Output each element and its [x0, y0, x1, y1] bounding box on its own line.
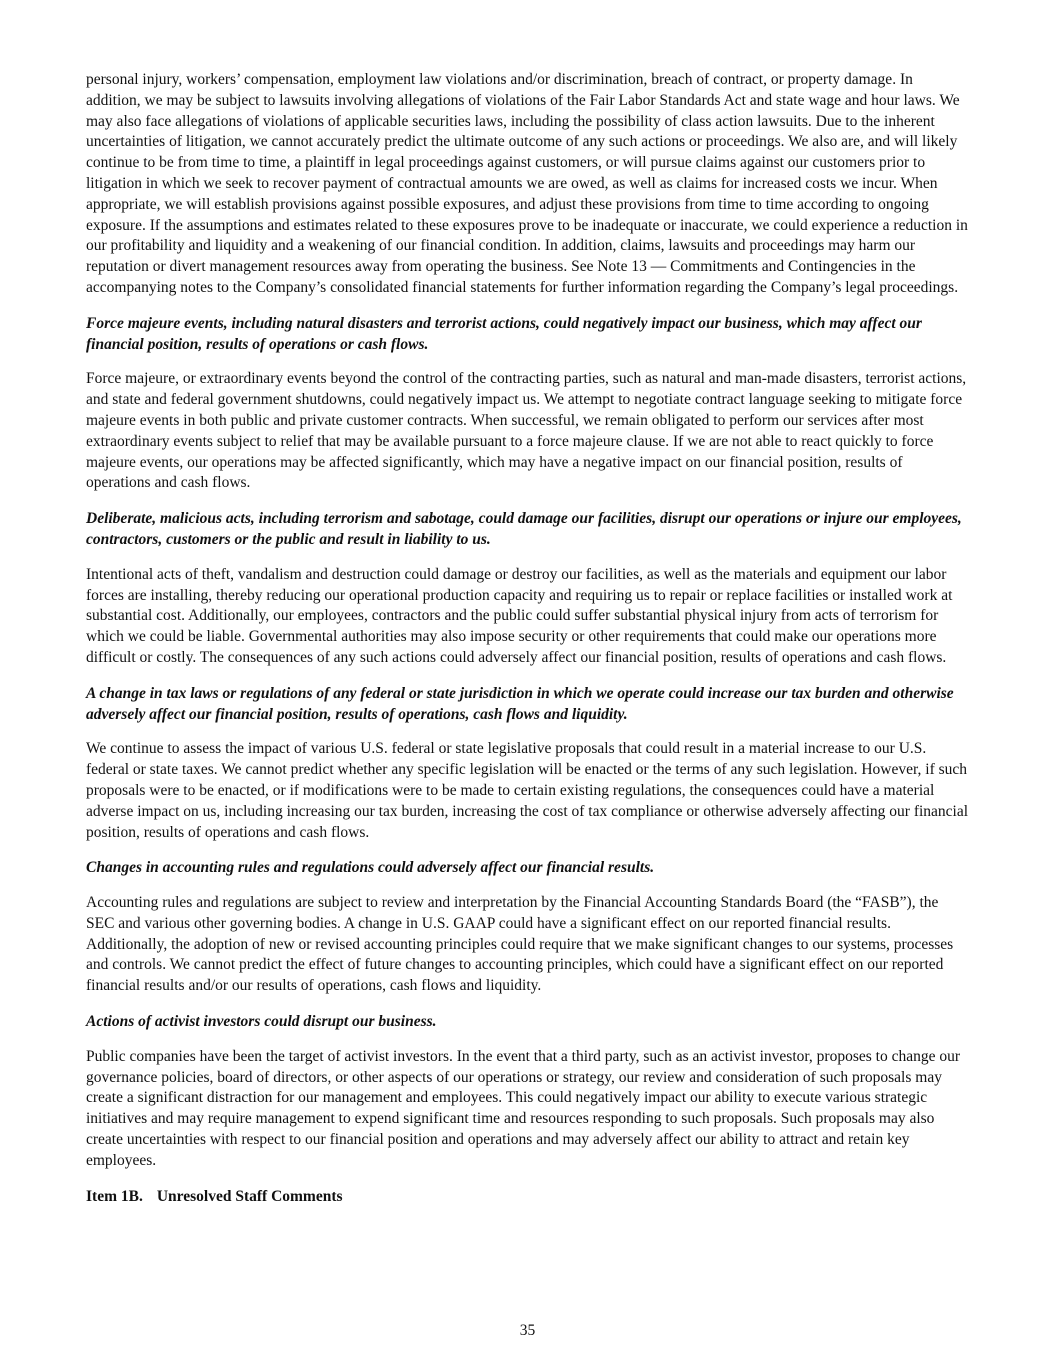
paragraph-accounting-rules: Accounting rules and regulations are subject to review and interpretation by the Financial Accounting Standards Board (the “FASB”), the SEC and various other governing bodies. A change in U.S. GAAP could have a significant effect on our reported financial results. Additionally, the adoption of new or revised accounting principles could require that we make significant changes to our systems, processes and controls. We cannot predict the effect of future changes to accounting principles, which could have a significant effect on our reported financial results and/or our results of operations, cash flows and liquidity. — [86, 894, 954, 995]
item-number: Item 1B. — [86, 1187, 143, 1205]
document-page — [86, 70, 970, 1207]
paragraph-legal-proceedings: personal injury, workers’ compensation, employment law violations and/or discrimination, breach of contract, or property damage. In addition, we may be subject to lawsuits involving allegations of violations of the Fair Labor Standards Act and state wage and hour laws. We may also face allegations of violations of applicable securities laws, including the possibility of class action lawsuits. Due to the inherent uncertainties of litigation, we cannot accurately predict the ultimate outcome of any such actions or proceedings. We also are, and will likely continue to be from time to time, a plaintiff in legal proceedings against customers, or will pursue claims against our customers prior to litigation in which we seek to recover payment of contractual amounts we are owed, as well as claims for increased costs we incur. When appropriate, we will establish provisions against possible exposures, and adjust these provisions from time to time according to ongoing exposure. If the assumptions and estimates related to these exposures prove to be inadequate or inaccurate, we could experience a reduction in our profitability and liquidity and a weakening of our financial condition. In addition, claims, lawsuits and proceedings may harm our reputation or divert management resources away from operating the business. See Note 13 — Commitments and Contingencies in the accompanying notes to the Company’s consolidated financial statements for further information regarding the Company’s legal proceedings. — [86, 71, 968, 296]
item-title: Unresolved Staff Comments — [156, 1187, 343, 1205]
paragraph-malicious-acts: Intentional acts of theft, vandalism and destruction could damage or destroy our facilities, as well as the materials and equipment our labor forces are installing, thereby reducing our operational production capacity and requiring us to repair or replace facilities or installed work at substantial cost. Additionally, our employees, contractors and the public could suffer substantial physical injury from acts of terrorism for which we could be liable. Governmental authorities may also impose security or other requirements that could make our operations more difficult or costly. The consequences of any such actions could adversely affect our financial position, results of operations and cash flows. — [86, 565, 953, 666]
heading-accounting-rules: Changes in accounting rules and regulations could adversely affect our financial results. — [86, 859, 655, 877]
heading-tax-laws: A change in tax laws or regulations of any federal or state jurisdiction in which we operate could increase our tax burden and otherwise adversely affect our financial position, results of operations, cash flows and liquidity. — [86, 684, 954, 723]
heading-malicious-acts: Deliberate, malicious acts, including terrorism and sabotage, could damage our facilities, disrupt our operations or injure our employees, contractors, customers or the public and result in liability to us. — [86, 510, 962, 548]
paragraph-activist-investors: Public companies have been the target of activist investors. In the event that a third party, such as an activist investor, proposes to change our governance policies, board of directors, or other aspects of our operations or strategy, our review and consideration of such proposals may create a significant distraction for our management and employees. This could negatively impact our ability to execute various strategic initiatives and may require management to expend significant time and resources responding to such proposals. Such proposals may also create uncertainties with respect to our financial position and operations and may adversely affect our ability to attract and retain key employees. — [86, 1047, 961, 1169]
page-number: 35 — [519, 1322, 536, 1339]
item-heading — [86, 1187, 970, 1208]
paragraph-force-majeure: Force majeure, or extraordinary events beyond the control of the contracting parties, such as natural and man-made disasters, terrorist actions, and state and federal government shutdowns, could negatively impact us. We attempt to negotiate contract language seeking to mitigate force majeure events in both public and private customer contracts. When successful, we remain obligated to perform our services after most extraordinary events subject to relief that may be available pursuant to a force majeure clause. If we are not able to react quickly to force majeure events, our operations may be affected significantly, which may have a negative impact on our financial position, results of operations and cash flows. — [86, 370, 967, 492]
paragraph-tax-laws: We continue to assess the impact of various U.S. federal or state legislative proposals that could result in a material increase to our U.S. federal or state taxes. We cannot predict whether any specific legislation will be enacted or the terms of any such legislation. However, if such proposals were to be enacted, or if modifications were to be made to certain existing regulations, the consequences could have a material adverse impact on us, including increasing our tax burden, increasing the cost of tax compliance or otherwise adversely affecting our financial position, results of operations and cash flows. — [86, 740, 969, 841]
heading-activist-investors: Actions of activist investors could disrupt our business. — [86, 1013, 437, 1031]
heading-force-majeure: Force majeure events, including natural disasters and terrorist actions, could negatively impact our business, which may affect our financial position, results of operations or cash flows. — [86, 314, 922, 353]
